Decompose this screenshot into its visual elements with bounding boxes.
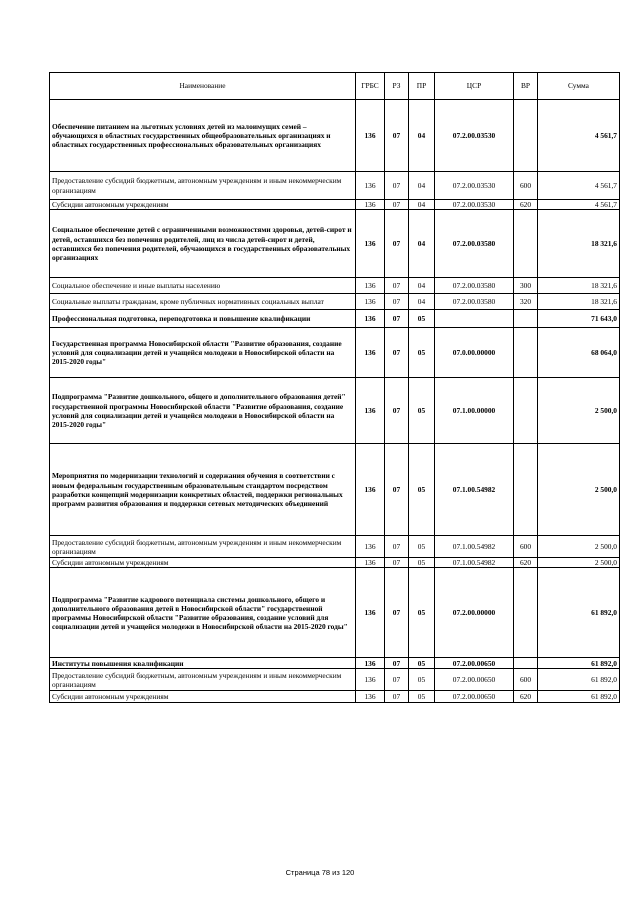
row-name-cell: Социальное обеспечение детей с ограниченными возможностями здоровья, детей-сирот и детей, оставшихся без попечения родителей, лиц из числа детей-сирот и детей, оставшихся без попечения родителей, обучающихся в государственных образовательных организациях [50, 210, 356, 278]
row-grbs-cell: 136 [356, 294, 385, 310]
row-pr-cell: 04 [409, 200, 435, 210]
row-name-cell: Социальное обеспечение и иные выплаты населению [50, 278, 356, 294]
row-sum-cell: 18 321,6 [538, 278, 620, 294]
row-name-cell: Предоставление субсидий бюджетным, автономным учреждениям и иным некоммерческим организациям [50, 172, 356, 200]
row-name-cell: Предоставление субсидий бюджетным, автономным учреждениям и иным некоммерческим организациям [50, 536, 356, 558]
row-vr-cell: 600 [514, 536, 538, 558]
row-csr-cell: 07.2.00.00650 [435, 658, 514, 669]
header-rz: РЗ [385, 73, 409, 100]
row-pr-cell: 04 [409, 294, 435, 310]
row-csr-cell: 07.2.00.03530 [435, 100, 514, 172]
row-rz-cell: 07 [385, 536, 409, 558]
row-rz-cell: 07 [385, 378, 409, 444]
row-pr-cell: 04 [409, 100, 435, 172]
row-rz-cell: 07 [385, 310, 409, 328]
row-grbs-cell: 136 [356, 100, 385, 172]
row-name-cell: Предоставление субсидий бюджетным, автономным учреждениям и иным некоммерческим организациям [50, 669, 356, 691]
row-grbs-cell: 136 [356, 210, 385, 278]
row-grbs-cell: 136 [356, 328, 385, 378]
row-sum-cell: 2 500,0 [538, 558, 620, 568]
row-csr-cell: 07.1.00.54982 [435, 444, 514, 536]
row-rz-cell: 07 [385, 200, 409, 210]
row-pr-cell: 05 [409, 658, 435, 669]
row-vr-cell: 620 [514, 558, 538, 568]
table-row [50, 669, 620, 691]
row-vr-cell [514, 210, 538, 278]
row-grbs-cell: 136 [356, 658, 385, 669]
row-vr-cell [514, 658, 538, 669]
row-rz-cell: 07 [385, 444, 409, 536]
table-row [50, 691, 620, 703]
header-sum: Сумма [538, 73, 620, 100]
row-vr-cell: 620 [514, 200, 538, 210]
row-rz-cell: 07 [385, 669, 409, 691]
row-grbs-cell: 136 [356, 310, 385, 328]
table-row [50, 658, 620, 669]
row-vr-cell [514, 444, 538, 536]
row-sum-cell: 4 561,7 [538, 100, 620, 172]
table-row [50, 310, 620, 328]
row-sum-cell: 2 500,0 [538, 444, 620, 536]
row-name-cell: Субсидии автономным учреждениям [50, 200, 356, 210]
row-sum-cell: 61 892,0 [538, 568, 620, 658]
row-csr-cell: 07.0.00.00000 [435, 328, 514, 378]
row-rz-cell: 07 [385, 294, 409, 310]
table-header-row [50, 73, 620, 100]
row-name-cell: Государственная программа Новосибирской области "Развитие образования, создание условий для социализации детей и учащейся молодежи в Новосибирской области на 2015-2020 годы" [50, 328, 356, 378]
row-vr-cell: 320 [514, 294, 538, 310]
row-csr-cell: 07.2.00.03580 [435, 278, 514, 294]
row-rz-cell: 07 [385, 558, 409, 568]
table-row [50, 100, 620, 172]
row-rz-cell: 07 [385, 568, 409, 658]
header-vr: ВР [514, 73, 538, 100]
row-csr-cell: 07.2.00.00000 [435, 568, 514, 658]
row-sum-cell: 18 321,6 [538, 210, 620, 278]
row-grbs-cell: 136 [356, 278, 385, 294]
row-name-cell: Мероприятия по модернизации технологий и содержания обучения в соответствии с новым федеральным государственным образовательным стандартом посредством разработки концепций модернизации конкретных областей, поддержки региональных программ развития образования и поддержки сетевых методических объединений [50, 444, 356, 536]
row-name-cell: Подпрограмма "Развитие дошкольного, общего и дополнительного образования детей" государственной программы Новосибирской области "Развитие образования, создание условий для социализации детей и учащейся молодежи в Новосибирской области на 2015-2020 годы" [50, 378, 356, 444]
table-row [50, 568, 620, 658]
table-row [50, 172, 620, 200]
header-pr: ПР [409, 73, 435, 100]
row-rz-cell: 07 [385, 100, 409, 172]
row-csr-cell: 07.2.00.00650 [435, 691, 514, 703]
table-row [50, 328, 620, 378]
row-rz-cell: 07 [385, 172, 409, 200]
row-grbs-cell: 136 [356, 558, 385, 568]
row-grbs-cell: 136 [356, 536, 385, 558]
row-rz-cell: 07 [385, 278, 409, 294]
budget-table [49, 72, 620, 703]
row-pr-cell: 05 [409, 310, 435, 328]
row-pr-cell: 04 [409, 278, 435, 294]
row-vr-cell: 600 [514, 172, 538, 200]
row-pr-cell: 05 [409, 558, 435, 568]
row-pr-cell: 05 [409, 568, 435, 658]
row-vr-cell [514, 568, 538, 658]
table-row [50, 558, 620, 568]
row-grbs-cell: 136 [356, 378, 385, 444]
row-sum-cell: 4 561,7 [538, 172, 620, 200]
row-csr-cell: 07.1.00.54982 [435, 558, 514, 568]
row-name-cell: Институты повышения квалификации [50, 658, 356, 669]
row-pr-cell: 05 [409, 536, 435, 558]
row-vr-cell [514, 100, 538, 172]
row-name-cell: Обеспечение питанием на льготных условиях детей из малоимущих семей – обучающихся в областных государственных общеобразовательных организациях и областных государственных профессиональных образовательных организациях [50, 100, 356, 172]
row-sum-cell: 2 500,0 [538, 378, 620, 444]
table-row [50, 294, 620, 310]
header-name: Наименование [50, 73, 356, 100]
row-sum-cell: 2 500,0 [538, 536, 620, 558]
table-row [50, 200, 620, 210]
row-vr-cell: 600 [514, 669, 538, 691]
row-name-cell: Субсидии автономным учреждениям [50, 558, 356, 568]
row-rz-cell: 07 [385, 210, 409, 278]
row-pr-cell: 04 [409, 210, 435, 278]
page-number: Страница 78 из 120 [285, 868, 355, 877]
row-vr-cell [514, 328, 538, 378]
row-csr-cell: 07.2.00.00650 [435, 669, 514, 691]
row-sum-cell: 61 892,0 [538, 669, 620, 691]
row-grbs-cell: 136 [356, 568, 385, 658]
row-vr-cell [514, 310, 538, 328]
row-sum-cell: 71 643,0 [538, 310, 620, 328]
row-pr-cell: 05 [409, 669, 435, 691]
row-csr-cell: 07.2.00.03530 [435, 172, 514, 200]
table-row [50, 444, 620, 536]
row-sum-cell: 18 321,6 [538, 294, 620, 310]
table-row [50, 210, 620, 278]
table-row [50, 278, 620, 294]
table-row [50, 536, 620, 558]
row-grbs-cell: 136 [356, 691, 385, 703]
row-rz-cell: 07 [385, 658, 409, 669]
table-row [50, 378, 620, 444]
row-sum-cell: 61 892,0 [538, 691, 620, 703]
row-csr-cell: 07.1.00.00000 [435, 378, 514, 444]
row-csr-cell: 07.1.00.54982 [435, 536, 514, 558]
row-pr-cell: 05 [409, 444, 435, 536]
row-csr-cell: 07.2.00.03580 [435, 210, 514, 278]
row-pr-cell: 05 [409, 691, 435, 703]
row-rz-cell: 07 [385, 691, 409, 703]
row-grbs-cell: 136 [356, 172, 385, 200]
row-vr-cell [514, 378, 538, 444]
row-rz-cell: 07 [385, 328, 409, 378]
row-name-cell: Субсидии автономным учреждениям [50, 691, 356, 703]
row-pr-cell: 04 [409, 172, 435, 200]
row-csr-cell: 07.2.00.03580 [435, 294, 514, 310]
header-grbs: ГРБС [356, 73, 385, 100]
row-pr-cell: 05 [409, 378, 435, 444]
row-grbs-cell: 136 [356, 444, 385, 536]
row-csr-cell [435, 310, 514, 328]
row-csr-cell: 07.2.00.03530 [435, 200, 514, 210]
row-name-cell: Подпрограмма "Развитие кадрового потенциала системы дошкольного, общего и дополнительного образования детей в Новосибирской области" государственной программы Новосибирской области "Развитие образования, создание условий для социализации детей и учащейся молодежи в Новосибирской области на 2015-2020 годы" [50, 568, 356, 658]
row-sum-cell: 4 561,7 [538, 200, 620, 210]
row-name-cell: Профессиональная подготовка, переподготовка и повышение квалификации [50, 310, 356, 328]
header-csr: ЦСР [435, 73, 514, 100]
row-grbs-cell: 136 [356, 200, 385, 210]
row-vr-cell: 620 [514, 691, 538, 703]
row-pr-cell: 05 [409, 328, 435, 378]
row-sum-cell: 61 892,0 [538, 658, 620, 669]
row-sum-cell: 68 064,0 [538, 328, 620, 378]
row-grbs-cell: 136 [356, 669, 385, 691]
row-vr-cell: 300 [514, 278, 538, 294]
row-name-cell: Социальные выплаты гражданам, кроме публичных нормативных социальных выплат [50, 294, 356, 310]
